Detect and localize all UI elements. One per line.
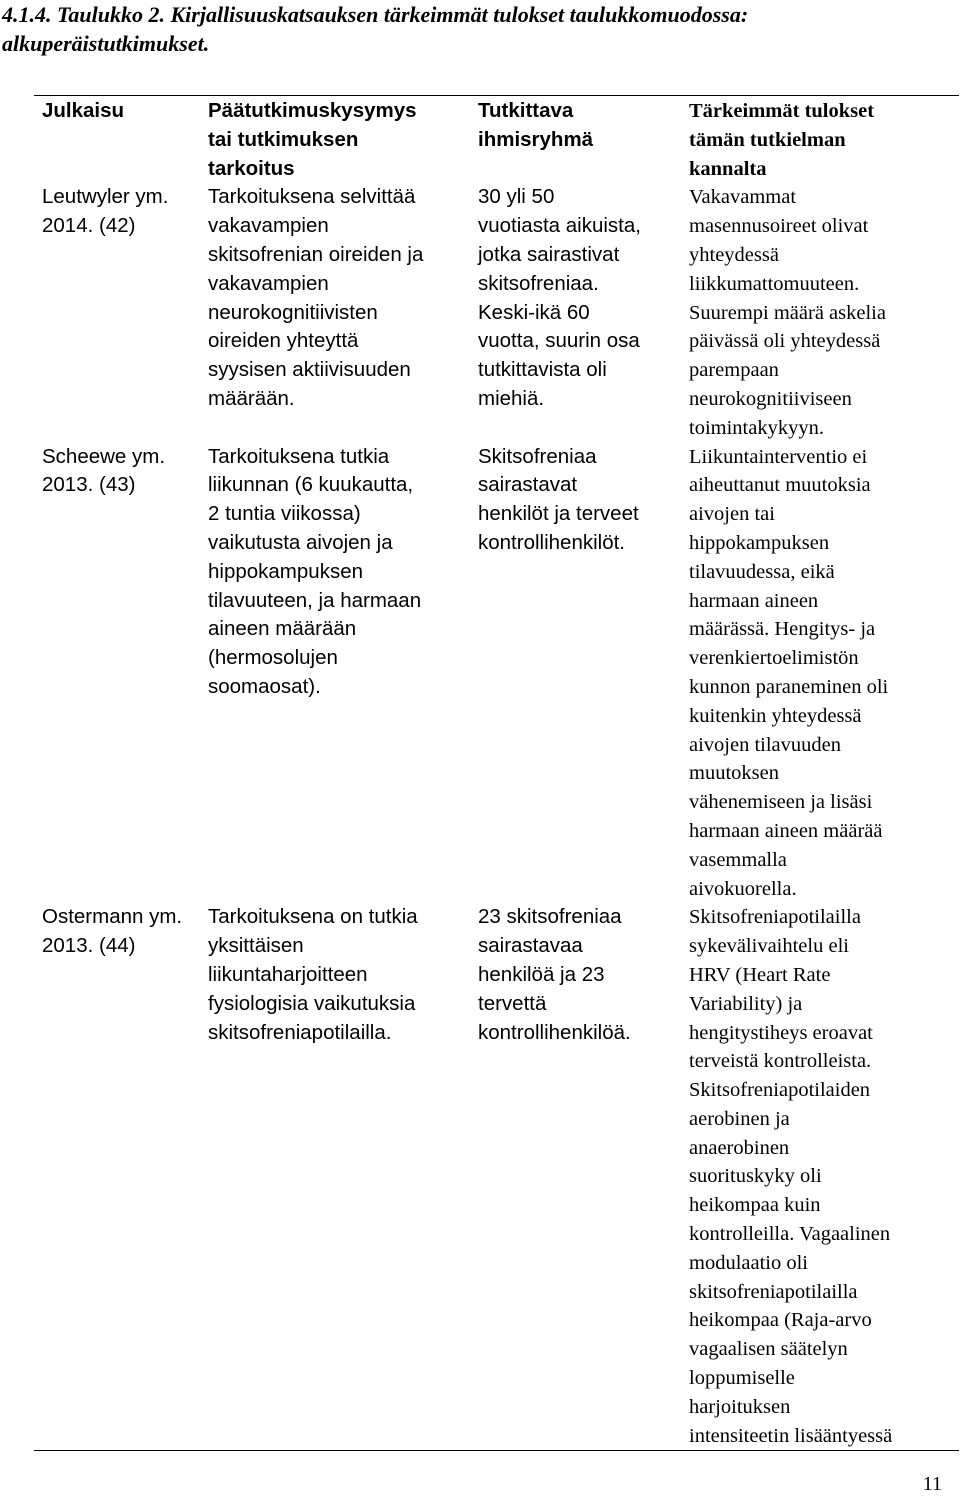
table-header-row (34, 96, 959, 184)
header-research-question: Päätutkimuskysymys tai tutkimuksen tarkoitus (200, 96, 470, 184)
section-heading: 4.1.4. Taulukko 2. Kirjallisuuskatsauksen tärkeimmät tulokset taulukkomuodossa: alkuperäistutkimukset. (2, 2, 749, 56)
cell-study-group: 23 skitsofreniaa sairastavaa henkilöä ja 23 tervettä kontrollihenkilöä. (470, 903, 681, 1451)
cell-main-results: Vakavammat masennusoireet olivat yhteydessä liikkumattomuuteen. Suurempi määrä askelia päivässä oli yhteydessä parempaan neurokognitiiviseen toimintakykyyn. (689, 186, 886, 439)
cell-research-question: Tarkoituksena selvittää vakavampien skitsofrenian oireiden ja vakavampien neurokognitiivisten oireiden yhteyttä syysisen aktiivisuuden määrään. (208, 185, 424, 410)
cell-research-question: Tarkoituksena tutkia liikunnan (6 kuukautta, 2 tuntia viikossa) vaikutusta aivojen ja hippokampuksen tilavuuteen, ja harmaan aineen määrään (hermosolujen soomaosat). (208, 444, 422, 698)
cell-publication: Leutwyler ym. 2014. (42) (42, 185, 169, 238)
cell-study-group: 30 yli 50 vuotiasta aikuista, jotka sairastivat skitsofreniaa. Keski-ikä 60 vuotta, suurin osa tutkittavista oli miehiä. (478, 185, 641, 410)
table-row (34, 903, 959, 1451)
cell-publication: Scheewe ym. 2013. (43) (42, 444, 166, 497)
header-publication: Julkaisu (34, 96, 200, 184)
header-study-group: Tutkittava ihmisryhmä (470, 96, 681, 184)
cell-publication: Ostermann ym. 2013. (44) (34, 903, 200, 1451)
table-row (34, 183, 959, 442)
literature-results-table (34, 95, 959, 1451)
table-row (34, 443, 959, 904)
cell-main-results: Skitsofreniapotilailla sykevälivaihtelu eli HRV (Heart Rate Variability) ja hengitystiheys eroavat terveistä kontrolleista. Skitsofreniapotilaiden aerobinen ja anaerobinen suorituskyky oli heikompaa kuin kontrolleilla. Vagaalinen modulaatio oli skitsofreniapotilailla heikompaa (Raja-arvo vagaalisen säätelyn loppumiselle harjoituksen intensiteetin lisääntyessä (681, 903, 959, 1451)
header-main-results: Tärkeimmät tulokset tämän tutkielman kannalta (681, 96, 959, 184)
page-number: 11 (922, 1473, 942, 1495)
cell-study-group: Skitsofreniaa sairastavat henkilöt ja terveet kontrollihenkilöt. (478, 444, 639, 554)
cell-research-question: Tarkoituksena on tutkia yksittäisen liikuntaharjoitteen fysiologisia vaikutuksia skitsofreniapotilailla. (200, 903, 470, 1451)
cell-main-results: Liikuntainterventio ei aiheuttanut muutoksia aivojen tai hippokampuksen tilavuudessa, eikä harmaan aineen määrässä. Hengitys- ja verenkiertoelimistön kunnon paraneminen oli kuitenkin yhteydessä aivojen tilavuuden muutoksen vähenemiseen ja lisäsi harmaan aineen määrää vasemmalla aivokuorella. (689, 445, 889, 900)
